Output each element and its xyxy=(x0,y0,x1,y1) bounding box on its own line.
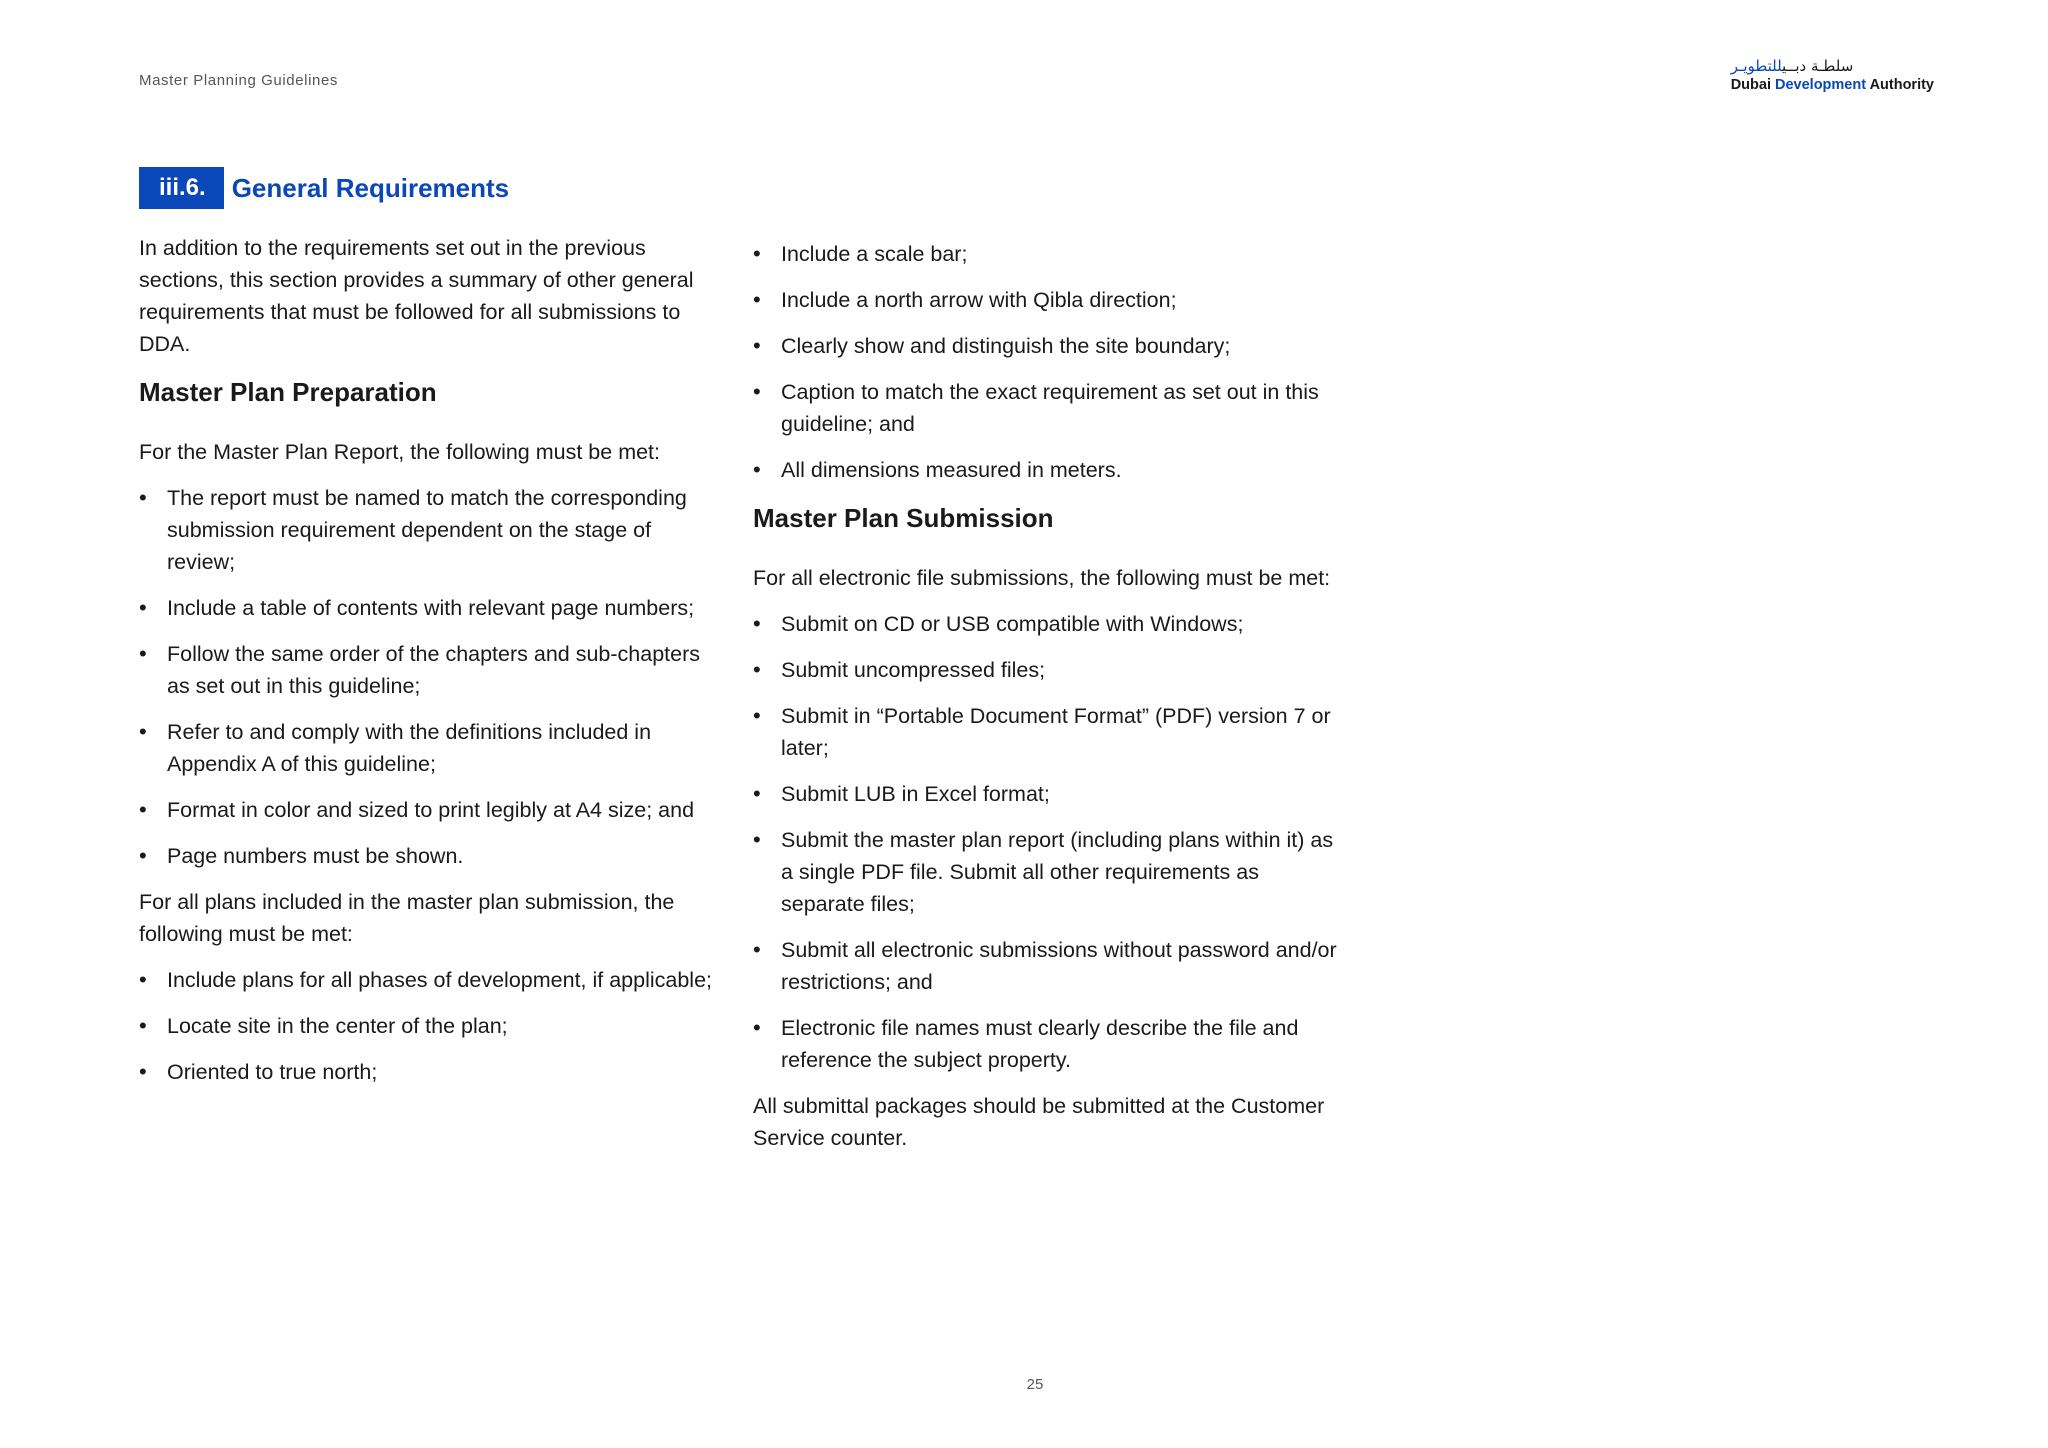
list-item: • Submit the master plan report (including plans within it) as a single PDF file. Submit all other requirements as separate files; xyxy=(753,824,1343,920)
list-item: • Refer to and comply with the definitions included in Appendix A of this guideline; xyxy=(139,716,719,780)
logo-word-development: Development xyxy=(1775,77,1867,93)
list-item: • The report must be named to match the corresponding submission requirement dependent on the stage of review; xyxy=(139,482,719,578)
list-item: • Follow the same order of the chapters and sub-chapters as set out in this guideline; xyxy=(139,638,719,702)
logo-english-text xyxy=(1731,76,1934,94)
logo-arabic-accent: للتطويـر xyxy=(1730,57,1783,75)
list-item: • Submit LUB in Excel format; xyxy=(753,778,1343,810)
dda-logo xyxy=(1731,56,1934,94)
section-number: iii.6. xyxy=(139,167,224,209)
left-column xyxy=(139,232,719,1102)
right-column xyxy=(753,238,1343,1168)
list-item: • Locate site in the center of the plan; xyxy=(139,1010,719,1042)
report-requirements-list xyxy=(139,482,719,872)
list-item: • Clearly show and distinguish the site boundary; xyxy=(753,330,1343,362)
list-item: • Submit uncompressed files; xyxy=(753,654,1343,686)
page-number: 25 xyxy=(1026,1376,1044,1393)
intro-paragraph: In addition to the requirements set out in the previous sections, this section provides a summary of other general requirements that must be followed for all submissions to DDA. xyxy=(139,236,694,356)
list-item: • Caption to match the exact requirement as set out in this guideline; and xyxy=(753,376,1343,440)
list-item: • All dimensions measured in meters. xyxy=(753,454,1343,486)
submission-intro: For all electronic file submissions, the following must be met: xyxy=(753,566,1331,590)
list-item: • Include a table of contents with relevant page numbers; xyxy=(139,592,719,624)
plans-intro: For all plans included in the master plan submission, the following must be met: xyxy=(139,890,675,946)
list-item: • Include a scale bar; xyxy=(753,238,1343,270)
list-item: • Format in color and sized to print legibly at A4 size; and xyxy=(139,794,719,826)
logo-arabic-text xyxy=(1731,56,1934,76)
list-item: • Submit on CD or USB compatible with Windows; xyxy=(753,608,1343,640)
section-title: General Requirements xyxy=(231,172,510,203)
prep-heading: Master Plan Preparation xyxy=(139,377,437,407)
list-item: • Submit in “Portable Document Format” (PDF) version 7 or later; xyxy=(753,700,1343,764)
list-item: • Submit all electronic submissions without password and/or restrictions; and xyxy=(753,934,1343,998)
logo-word-authority: Authority xyxy=(1869,77,1934,93)
list-item: • Oriented to true north; xyxy=(139,1056,719,1088)
plans-requirements-list xyxy=(139,964,719,1088)
list-item: • Electronic file names must clearly describe the file and reference the subject property. xyxy=(753,1012,1343,1076)
logo-arabic-name: سلطـة دبــي xyxy=(1782,57,1854,75)
logo-word-dubai: Dubai xyxy=(1730,77,1771,93)
closing-paragraph: All submittal packages should be submitted at the Customer Service counter. xyxy=(753,1094,1325,1150)
section-heading xyxy=(139,167,509,209)
plans-requirements-list-continued xyxy=(753,238,1343,486)
submission-requirements-list xyxy=(753,608,1343,1076)
list-item: • Include plans for all phases of development, if applicable; xyxy=(139,964,719,996)
submission-heading: Master Plan Submission xyxy=(753,503,1054,533)
running-header-title: Master Planning Guidelines xyxy=(139,72,339,89)
list-item: • Include a north arrow with Qibla direction; xyxy=(753,284,1343,316)
list-item: • Page numbers must be shown. xyxy=(139,840,719,872)
report-intro: For the Master Plan Report, the following must be met: xyxy=(139,440,661,464)
